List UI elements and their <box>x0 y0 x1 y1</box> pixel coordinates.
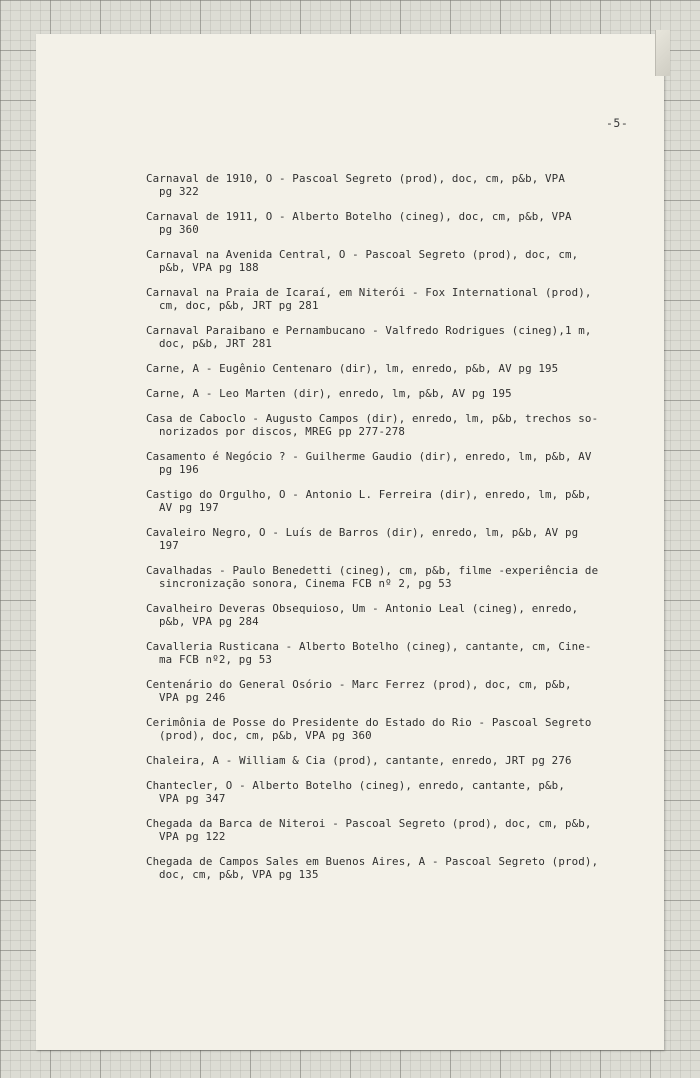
entry-text: Casamento é Negócio ? - Guilherme Gaudio (dir), enredo, lm, p&b, AV <box>146 450 592 463</box>
entry-continuation: ma FCB nº2, pg 53 <box>159 653 273 666</box>
document-page <box>36 34 664 1050</box>
entry-continuation: norizados por discos, MREG pp 277-278 <box>159 425 406 438</box>
entry-text: Cavalheiro Deveras Obsequioso, Um - Antonio Leal (cineg), enredo, <box>146 602 579 615</box>
entry-continuation: AV pg 197 <box>159 501 219 514</box>
entry-continuation: pg 322 <box>159 185 199 198</box>
list-item <box>146 754 616 767</box>
entry-text: Centenário do General Osório - Marc Ferrez (prod), doc, cm, p&b, <box>146 678 572 691</box>
list-item <box>146 450 616 476</box>
folded-corner <box>655 30 670 76</box>
entry-text: Cavalhadas - Paulo Benedetti (cineg), cm, p&b, filme -experiência de <box>146 564 599 577</box>
entry-text: Carnaval de 1910, O - Pascoal Segreto (prod), doc, cm, p&b, VPA <box>146 172 565 185</box>
entry-continuation: VPA pg 122 <box>159 830 226 843</box>
list-item <box>146 779 616 805</box>
list-item <box>146 248 616 274</box>
list-item <box>146 602 616 628</box>
list-item <box>146 817 616 843</box>
entry-text: Cerimônia de Posse do Presidente do Estado do Rio - Pascoal Segreto <box>146 716 592 729</box>
entry-continuation: VPA pg 246 <box>159 691 226 704</box>
entry-text: Chantecler, O - Alberto Botelho (cineg), enredo, cantante, p&b, <box>146 779 565 792</box>
entry-text: Cavalleria Rusticana - Alberto Botelho (cineg), cantante, cm, Cine- <box>146 640 592 653</box>
entry-text: Carnaval Paraibano e Pernambucano - Valfredo Rodrigues (cineg),1 m, <box>146 324 592 337</box>
list-item <box>146 210 616 236</box>
entry-text: Chegada da Barca de Niteroi - Pascoal Segreto (prod), doc, cm, p&b, <box>146 817 592 830</box>
entry-continuation: (prod), doc, cm, p&b, VPA pg 360 <box>159 729 372 742</box>
entry-text: Castigo do Orgulho, O - Antonio L. Ferreira (dir), enredo, lm, p&b, <box>146 488 592 501</box>
list-item <box>146 387 616 400</box>
entry-continuation: sincronização sonora, Cinema FCB nº 2, pg 53 <box>159 577 452 590</box>
entry-text: Carnaval na Avenida Central, O - Pascoal Segreto (prod), doc, cm, <box>146 248 579 261</box>
list-item <box>146 716 616 742</box>
entry-continuation: p&b, VPA pg 284 <box>159 615 259 628</box>
list-item <box>146 855 616 881</box>
filmography-list <box>146 172 616 881</box>
entry-continuation: cm, doc, p&b, JRT pg 281 <box>159 299 319 312</box>
entry-continuation: VPA pg 347 <box>159 792 226 805</box>
entry-text: Cavaleiro Negro, O - Luís de Barros (dir), enredo, lm, p&b, AV pg <box>146 526 579 539</box>
list-item <box>146 412 616 438</box>
list-item <box>146 488 616 514</box>
entry-continuation: pg 360 <box>159 223 199 236</box>
entry-continuation: pg 196 <box>159 463 199 476</box>
entry-continuation: doc, cm, p&b, VPA pg 135 <box>159 868 319 881</box>
entry-continuation: 197 <box>159 539 179 552</box>
entry-text: Chegada de Campos Sales em Buenos Aires, A - Pascoal Segreto (prod), <box>146 855 599 868</box>
page-number: -5- <box>606 116 629 130</box>
entry-continuation: p&b, VPA pg 188 <box>159 261 259 274</box>
list-item <box>146 324 616 350</box>
list-item <box>146 362 616 375</box>
entry-text: Casa de Caboclo - Augusto Campos (dir), enredo, lm, p&b, trechos so- <box>146 412 599 425</box>
entry-text: Carne, A - Eugênio Centenaro (dir), lm, enredo, p&b, AV pg 195 <box>146 362 559 375</box>
list-item <box>146 172 616 198</box>
entry-text: Chaleira, A - William & Cia (prod), cantante, enredo, JRT pg 276 <box>146 754 572 767</box>
entry-continuation: doc, p&b, JRT 281 <box>159 337 273 350</box>
list-item <box>146 564 616 590</box>
list-item <box>146 640 616 666</box>
entry-text: Carnaval de 1911, O - Alberto Botelho (cineg), doc, cm, p&b, VPA <box>146 210 572 223</box>
entry-text: Carnaval na Praia de Icaraí, em Niterói - Fox International (prod), <box>146 286 592 299</box>
list-item <box>146 526 616 552</box>
list-item <box>146 286 616 312</box>
entry-text: Carne, A - Leo Marten (dir), enredo, lm, p&b, AV pg 195 <box>146 387 512 400</box>
list-item <box>146 678 616 704</box>
